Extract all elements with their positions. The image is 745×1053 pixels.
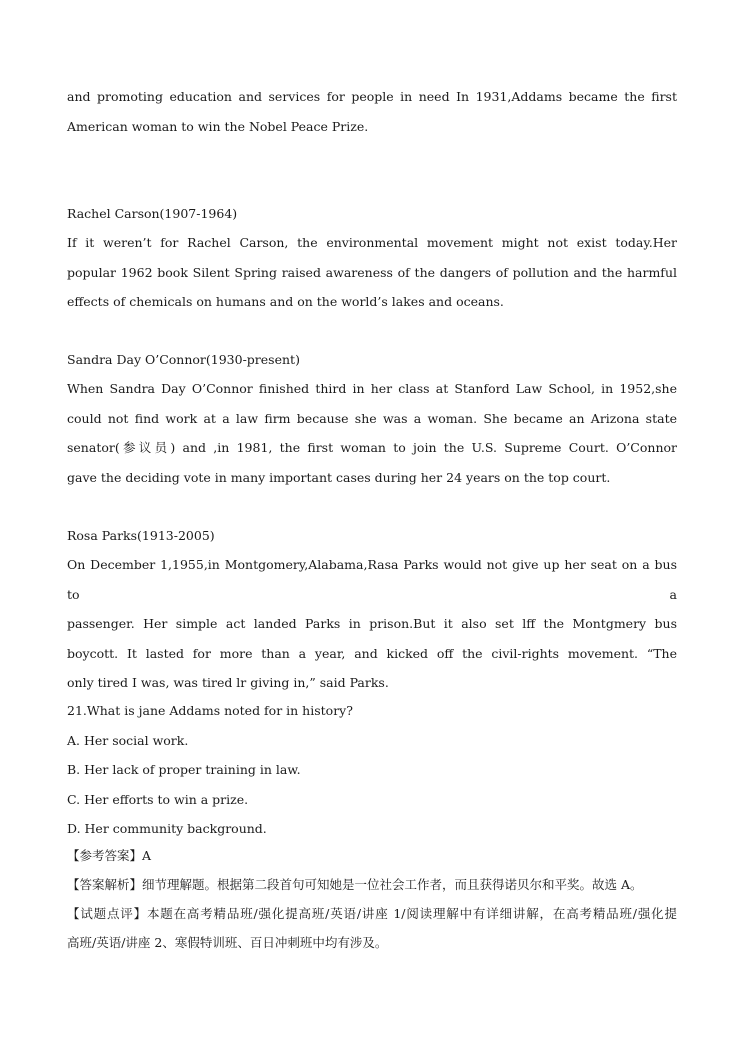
option-c: C. Her efforts to win a prize. (67, 791, 249, 807)
option-a: A. Her social work. (67, 732, 189, 748)
answer-comment: 高班/英语/讲座 2、寒假特训班、百日冲刺班中均有涉及。 (67, 935, 388, 950)
reference-answer: 【参考答案】A (67, 848, 152, 863)
carson-heading: Rachel Carson(1907-1964) (67, 206, 238, 221)
text-line: American woman to win the Nobel Peace Prize. (67, 118, 369, 134)
addams-paragraph-end (67, 82, 677, 141)
option-d: D. Her community background. (67, 821, 267, 836)
text-line: effects of chemicals on humans and on the world’s lakes and oceans. (67, 294, 504, 309)
text-line: popular 1962 book Silent Spring raised awareness of the dangers of pollution and the harmful (67, 264, 677, 280)
parks-heading: Rosa Parks(1913-2005) (67, 528, 215, 543)
text-line: When Sandra Day O’Connor finished third in her class at Stanford Law School, in 1952,she (67, 381, 677, 396)
question-stem: 21.What is jane Addams noted for in history? (67, 703, 353, 718)
oconnor-heading: Sandra Day O’Connor(1930-present) (67, 352, 300, 367)
text-line: and promoting education and services for people in need In 1931,Addams became the first (67, 89, 677, 104)
carson-paragraph (67, 228, 677, 317)
answer-comment: 【试题点评】本题在高考精品班/强化提高班/英语/讲座 1/阅读理解中有详细讲解，在高考精品班/强化提 (67, 906, 677, 921)
question-block (67, 696, 677, 844)
answer-block (67, 841, 677, 957)
oconnor-paragraph (67, 374, 677, 492)
text-line: could not find work at a law firm because she was a woman. She became an Arizona state (67, 410, 677, 426)
text-line: On December 1,1955,in Montgomery,Alabama,Rasa Parks would not give up her seat on a bus to a (67, 557, 677, 602)
text-line: boycott. It lasted for more than a year, and kicked off the civil-rights movement. “The (67, 645, 677, 661)
text-line: senator(参议员) and ,in 1981, the first woman to join the U.S. Supreme Court. O’Connor (67, 440, 677, 455)
text-line: only tired I was, was tired lr giving in,” said Parks. (67, 675, 389, 690)
parks-paragraph (67, 550, 677, 698)
text-line: gave the deciding vote in many important cases during her 24 years on the top court. (67, 469, 611, 485)
text-line: If it weren’t for Rachel Carson, the environmental movement might not exist today.Her (67, 235, 677, 250)
answer-analysis: 【答案解析】细节理解题。根据第二段首句可知她是一位社会工作者，而且获得诺贝尔和平奖。故选 A。 (67, 877, 643, 892)
option-b: B. Her lack of proper training in law. (67, 762, 301, 777)
text-line: passenger. Her simple act landed Parks in prison.But it also set lff the Montgmery bus (67, 616, 677, 631)
